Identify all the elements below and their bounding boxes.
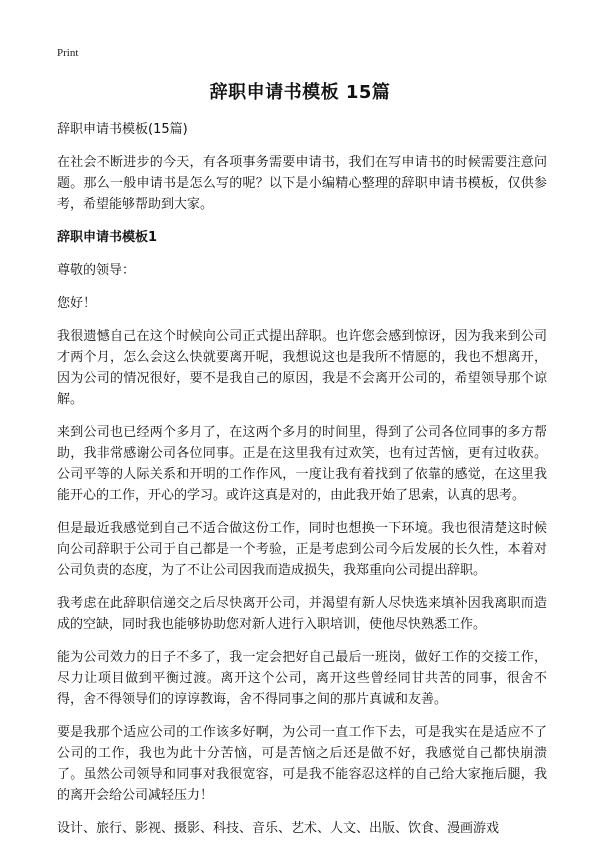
footer-tags: 设计、旅行、影视、摄影、科技、音乐、艺术、人文、出版、饮食、漫画游戏 (57, 821, 500, 836)
section-heading: 辞职申请书模板1 (57, 230, 158, 245)
salutation: 尊敬的领导： (57, 263, 136, 278)
body-paragraph: 我考虑在此辞职信递交之后尽快离开公司，并渴望有新人尽快选来填补因我离职而造成的空缺，同时我也能够协助您对新人进行入职培训，使他尽快熟悉工作。 (57, 596, 547, 632)
body-paragraph: 来到公司也已经两个多月了，在这两个多月的时间里，得到了公司各位同事的多方帮助，我非常感谢公司各位同事。正是在这里我有过欢笑，也有过苦恼，更有过收获。公司平等的人际关系和开明的工作作风，一度让我有着找到了依靠的感觉，在这里我能开心的工作，开心的学习。或许这真是对的，由此我开始了思索，认真的思考。 (57, 425, 547, 503)
document-body (57, 119, 547, 851)
print-link[interactable]: Print (57, 47, 79, 59)
intro-paragraph: 在社会不断进步的今天，有各项事务需要申请书，我们在写申请书的时候需要注意问题。那么一般申请书是怎么写的呢？以下是小编精心整理的辞职申请书模板，仅供参考，希望能够帮助到大家。 (57, 155, 547, 212)
body-paragraph: 但是最近我感觉到自己不适合做这份工作，同时也想换一下环境。我也很清楚这时候向公司辞职于公司于自己都是一个考验，正是考虑到公司今后发展的长久性，本着对公司负责的态度，为了不让公司因我而造成损失，我郑重向公司提出辞职。 (57, 521, 547, 578)
page-title: 辞职申请书模板 15篇 (209, 82, 391, 103)
document-subtitle: 辞职申请书模板(15篇) (57, 122, 188, 137)
body-paragraph: 我很遗憾自己在这个时候向公司正式提出辞职。也许您会感到惊讶，因为我来到公司才两个月，怎么会这么快就要离开呢，我想说这也是我所不情愿的，我也不想离开，因为公司的情况很好，要不是我自己的原因，我是不会离开公司的，希望领导那个谅解。 (57, 329, 547, 407)
body-paragraph: 能为公司效力的日子不多了，我一定会把好自己最后一班岗，做好工作的交接工作，尽力让项目做到平衡过渡。离开这个公司，离开这些曾经同甘共苦的同事，很舍不得，舍不得领导们的谆谆教诲，舍不得同事之间的那片真诚和友善。 (57, 650, 547, 707)
body-paragraph: 要是我那个适应公司的工作该多好啊，为公司一直工作下去，可是我实在是适应不了公司的工作，我也为此十分苦恼，可是苦恼之后还是做不好，我感觉自己都快崩溃了。虽然公司领导和同事对我很宽容，可是我不能容忍这样的自己给大家拖后腿，我的离开会给公司减轻压力！ (57, 725, 547, 803)
greeting: 您好！ (57, 296, 97, 311)
